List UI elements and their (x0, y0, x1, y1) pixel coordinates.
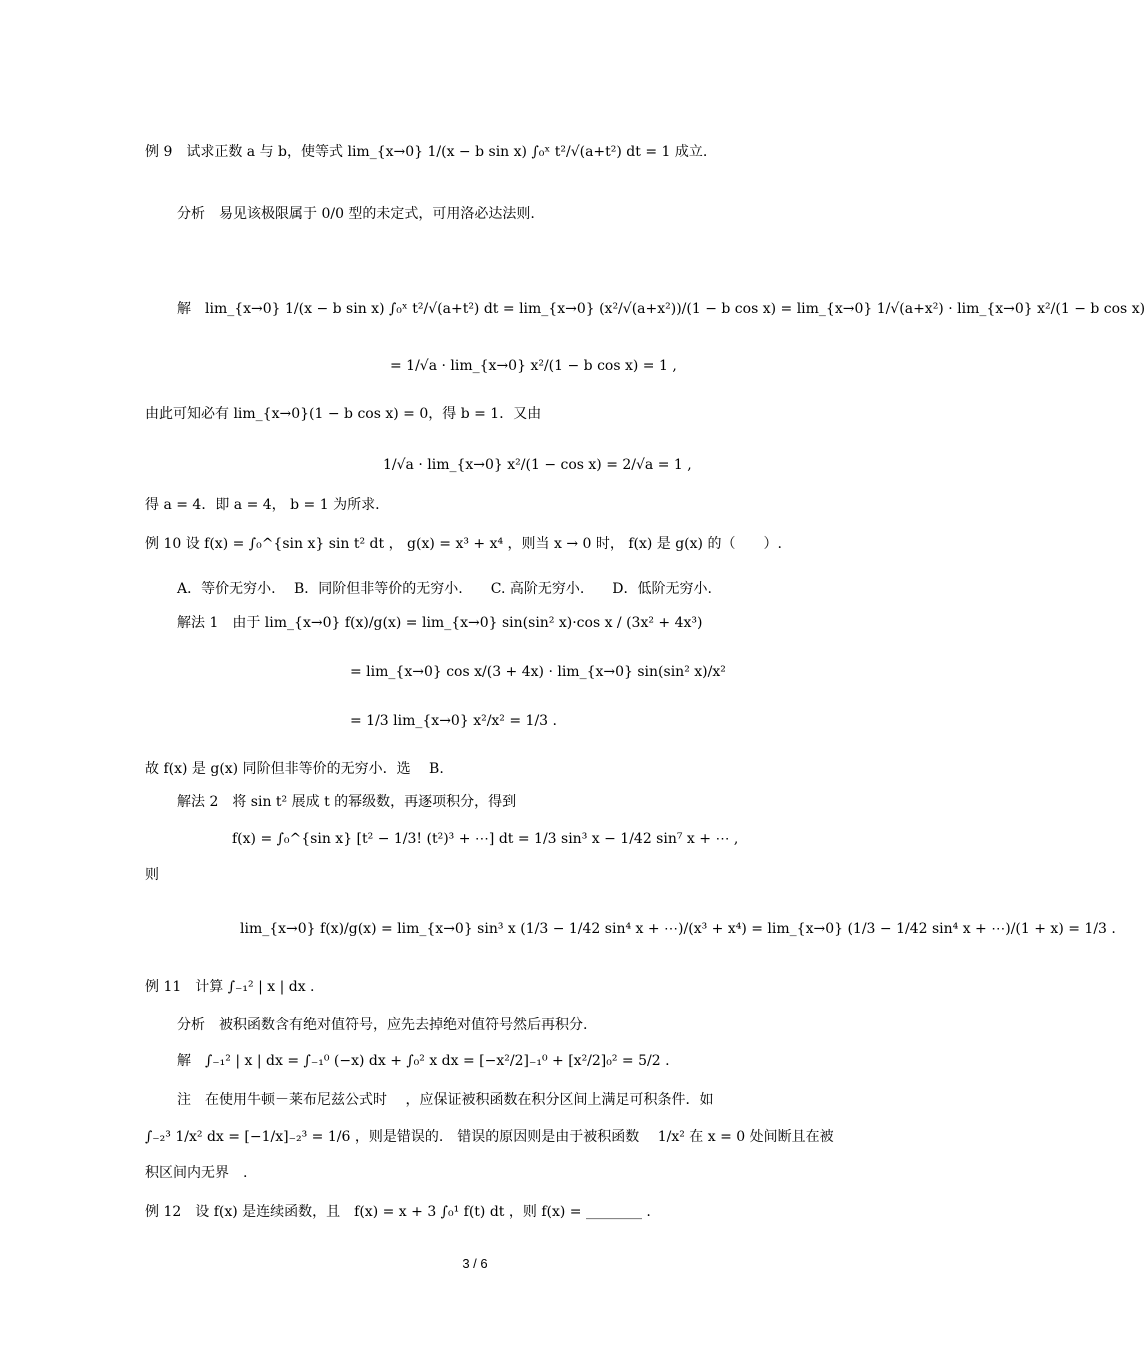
text-line: 注 在使用牛顿－莱布尼兹公式时 ，应保证被积函数在积分区间上满足可积条件．如 (177, 1092, 714, 1108)
text-line: lim_{x→0} f(x)/g(x) = lim_{x→0} sin³ x (1/3 − 1/42 sin⁴ x + ⋯)/(x³ + x⁴) = lim_{x→0} (1/3 − 1/42 sin⁴ x + ⋯)/(1 + x) = 1/3 . (240, 921, 1116, 937)
text-line: 解法 2 将 sin t² 展成 t 的幂级数，再逐项积分，得到 (177, 794, 517, 810)
text-line: f(x) = ∫₀^{sin x} [t² − 1/3! (t²)³ + ⋯] dt = 1/3 sin³ x − 1/42 sin⁷ x + ⋯ , (232, 831, 739, 847)
text-line: ∫₋₂³ 1/x² dx = [−1/x]₋₂³ = 1/6 ，则是错误的. 错误的原因则是由于被积函数 1/x² 在 x = 0 处间断且在被 (145, 1129, 834, 1145)
text-line: = 1/3 lim_{x→0} x²/x² = 1/3 . (350, 713, 557, 729)
text-line: 得 a = 4．即 a = 4， b = 1 为所求. (145, 497, 380, 513)
text-line: 解法 1 由于 lim_{x→0} f(x)/g(x) = lim_{x→0} sin(sin² x)·cos x / (3x² + 4x³) (177, 615, 703, 631)
page-number: 3 / 6 (462, 1256, 488, 1271)
text-line: 分析 易见该极限属于 0/0 型的未定式，可用洛必达法则. (177, 206, 535, 222)
text-line: 故 f(x) 是 g(x) 同阶但非等价的无穷小．选 B. (145, 761, 444, 777)
text-line: 解 lim_{x→0} 1/(x − b sin x) ∫₀ˣ t²/√(a+t²) dt = lim_{x→0} (x²/√(a+x²))/(1 − b cos x) = lim_{x→0} 1/√(a+x²) · lim_{x→0} x²/(1 − b cos x) (177, 301, 1145, 317)
text-line: 例 12 设 f(x) 是连续函数，且 f(x) = x + 3 ∫₀¹ f(t) dt ，则 f(x) = ________ . (145, 1204, 651, 1220)
text-line: 例 9 试求正数 a 与 b，使等式 lim_{x→0} 1/(x − b sin x) ∫₀ˣ t²/√(a+t²) dt = 1 成立. (145, 144, 708, 160)
text-line: 则 (145, 867, 159, 883)
text-line: 例 11 计算 ∫₋₁² | x | dx . (145, 979, 315, 995)
text-line: A．等价无穷小. B．同阶但非等价的无穷小. C. 高阶无穷小. D．低阶无穷小. (177, 581, 712, 597)
text-line: 解 ∫₋₁² | x | dx = ∫₋₁⁰ (−x) dx + ∫₀² x dx = [−x²/2]₋₁⁰ + [x²/2]₀² = 5/2 . (177, 1053, 670, 1069)
text-line: = lim_{x→0} cos x/(3 + 4x) · lim_{x→0} sin(sin² x)/x² (350, 664, 726, 680)
text-line: 由此可知必有 lim_{x→0}(1 − b cos x) = 0，得 b = 1．又由 (145, 406, 542, 422)
text-line: 1/√a · lim_{x→0} x²/(1 − cos x) = 2/√a = 1 , (383, 457, 692, 473)
text-line: = 1/√a · lim_{x→0} x²/(1 − b cos x) = 1 , (390, 358, 677, 374)
text-line: 例 10 设 f(x) = ∫₀^{sin x} sin t² dt ， g(x) = x³ + x⁴ ，则当 x → 0 时， f(x) 是 g(x) 的（ ）. (145, 536, 782, 552)
text-line: 积区间内无界 . (145, 1165, 248, 1181)
text-line: 分析 被积函数含有绝对值符号，应先去掉绝对值符号然后再积分. (177, 1017, 588, 1033)
